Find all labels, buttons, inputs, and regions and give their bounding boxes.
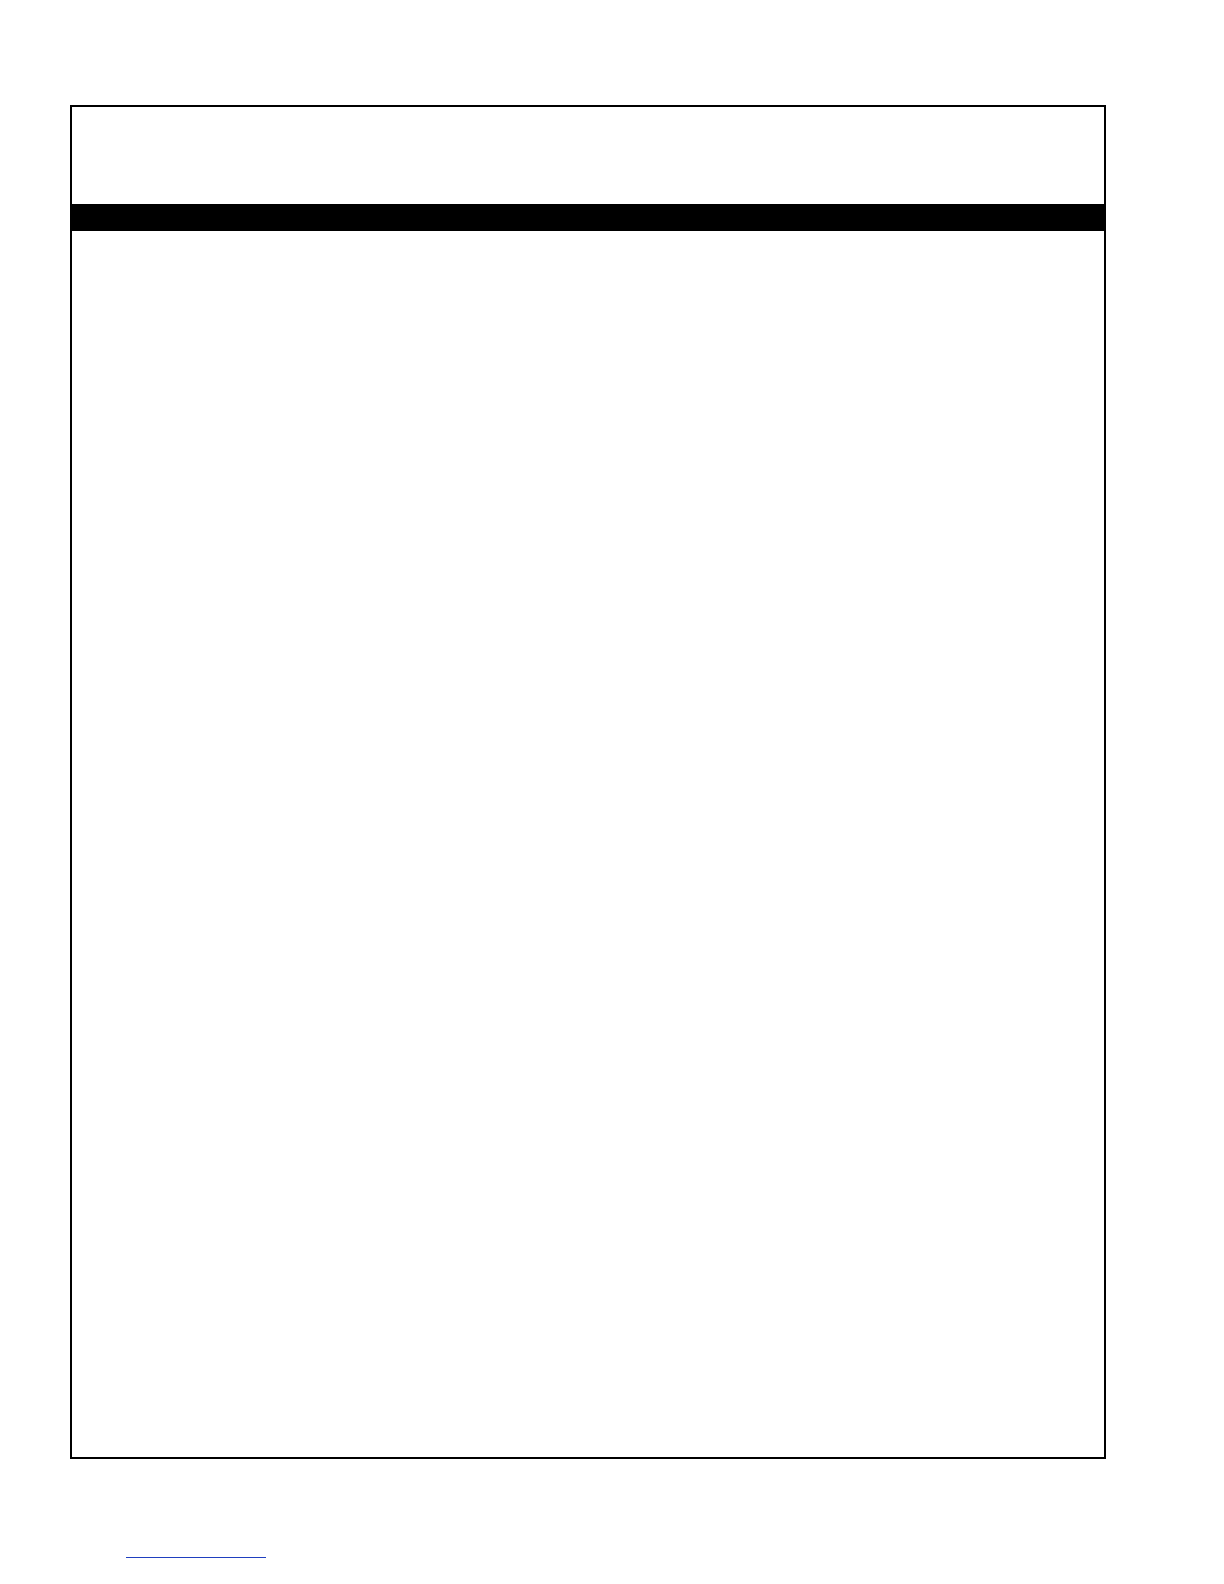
header-banner bbox=[71, 204, 1105, 231]
form-outer-border bbox=[71, 106, 1105, 1458]
footnote-rule bbox=[126, 1557, 266, 1558]
